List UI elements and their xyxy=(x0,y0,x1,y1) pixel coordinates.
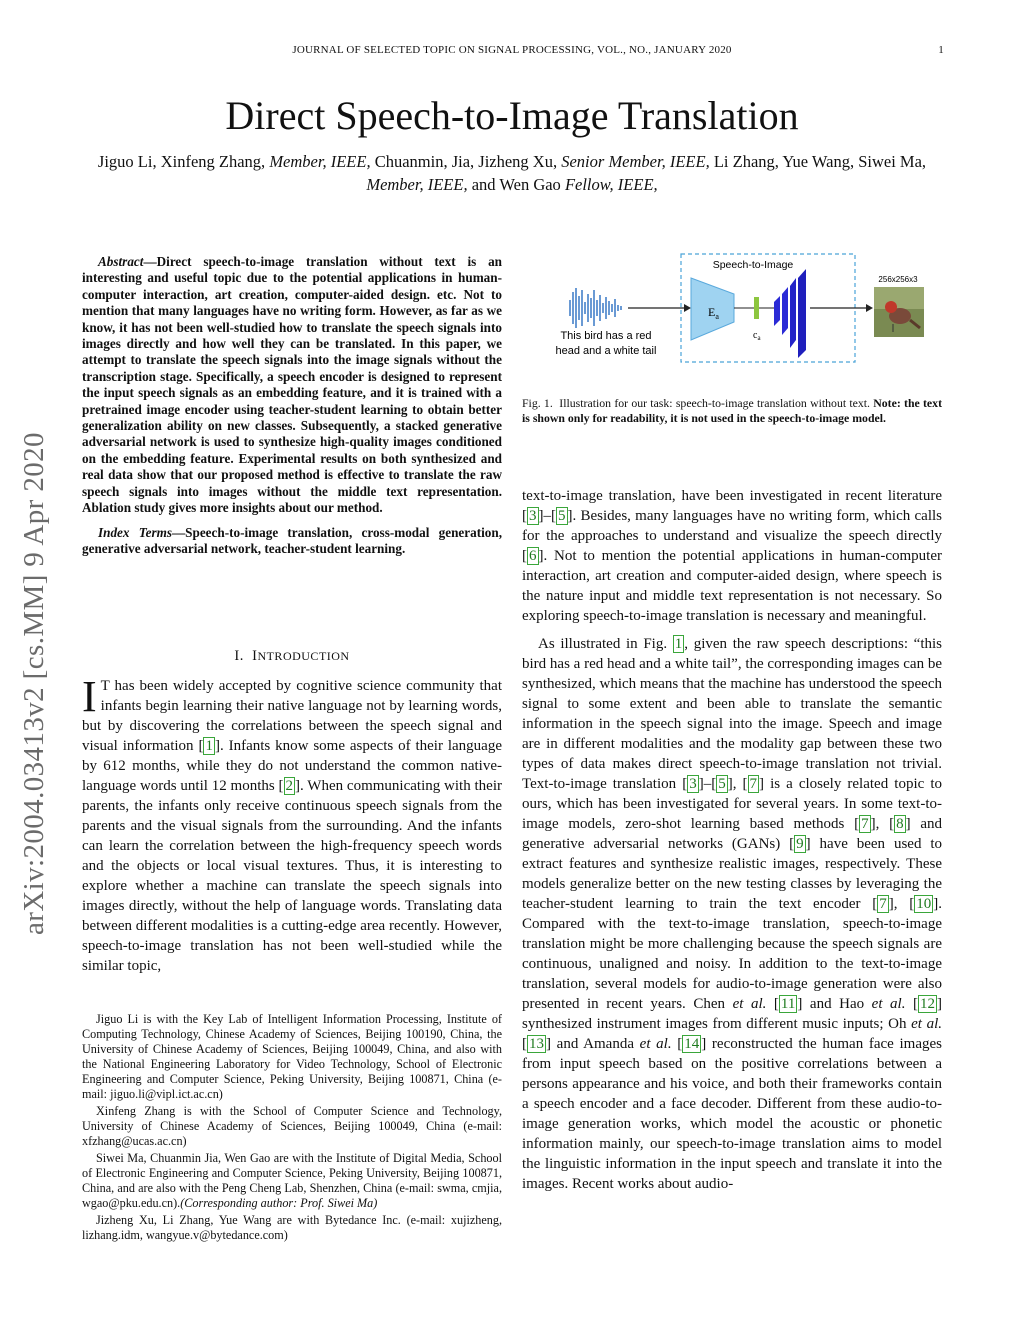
citation-link[interactable]: 5 xyxy=(558,508,566,524)
speech-caption-line-1: This bird has a red xyxy=(560,330,652,342)
body-text: and Hao xyxy=(802,996,872,1012)
affiliation-footnotes xyxy=(82,1012,502,1245)
citation-link[interactable]: 11 xyxy=(780,996,796,1012)
footnote-2: Xinfeng Zhang is with the School of Computer Science and Technology, University of Chinese Academy of Sciences, Beijing 100049, China (e-mail: xfzhang@ucas.ac.cn) xyxy=(82,1104,502,1148)
body-text: , xyxy=(875,816,890,832)
citation-link[interactable]: 9 xyxy=(796,836,804,852)
section-title-rest: NTRODUCTION xyxy=(257,649,350,663)
intro-paragraph: I T has been widely accepted by cognitive science community that infants begin learning their native language not by learning words, but by discovering the correlations between the speech signal and visual information [ 1 ]. Infants know some aspects of their language by 612 months, while they do not understand the common native-language words until 12 months [ 2 ]. When communicating with their parents, the infants only receive continuous speech signals from the parents and the visual signals from the surrounding. And the infants can learn the correlation between the high-frequency speech words and the objects or local visual textures. Thus, it is interesting to explore whether a machine can translate the speech signals into images directly, without the help of language words. Translating data between different modalities is a cutting-edge area recently. However, speech-to-image translation has not been well-studied while the similar topic, xyxy=(82,672,502,974)
generator-stack xyxy=(774,269,806,358)
section-number: I. xyxy=(234,648,244,664)
intro-text-1: T has been widely accepted by cognitive science community that infants begin learning their native language not by learning words, but by discovering the correlations between the speech signal and visual information xyxy=(82,678,502,754)
footnote-3-text: Siwei Ma, Chuanmin Jia, Wen Gao are with the Institute of Digital Media, School of Electronic Engineering and Computer Science, Peking University, Beijing 100871, China, and are also with the Peng Cheng Lab, Shenzhen, China (e-mail: swma, cmjia, wgao@pku.edu.cn). xyxy=(82,1151,502,1210)
body-text xyxy=(672,1036,678,1052)
citation-link[interactable]: 10 xyxy=(916,896,932,912)
section-title-initial: I xyxy=(252,648,258,664)
authors-role-2: Senior Member, IEEE, xyxy=(561,152,710,171)
body-text xyxy=(905,996,913,1012)
body-text: – xyxy=(543,508,551,524)
citation-link[interactable]: 2 xyxy=(285,778,294,794)
body-text: As illustrated in Fig. xyxy=(538,636,673,652)
image-size-label: 256x256x3 xyxy=(878,275,918,284)
page-number: 1 xyxy=(938,44,944,56)
figure-link[interactable]: 1 xyxy=(674,636,683,652)
body-text: – xyxy=(703,776,712,792)
embedding-label: $c_a$ xyxy=(753,330,761,342)
arrow-right-icon xyxy=(684,304,691,312)
arrow-right-icon xyxy=(866,304,873,312)
drop-cap: I xyxy=(82,672,97,721)
citation-link[interactable]: 8 xyxy=(896,816,904,832)
running-title: JOURNAL OF SELECTED TOPIC ON SIGNAL PROCESSING, VOL., NO., JANUARY 2020 xyxy=(292,44,732,56)
authors-part-4: and Wen Gao xyxy=(467,175,565,194)
body-text: , xyxy=(893,896,910,912)
authors-part-1: Jiguo Li, Xinfeng Zhang, xyxy=(97,152,270,171)
paragraph-continued: text-to-image translation, have been investigated in recent literature [ 3 ]–[ 5 ]. Besides, many languages have no writing form, which calls for the approaches to understand and visualize the speech directly [ 6 ]. Not to mention the potential applications in human-computer interaction, art creation and computer-aided design, where speech is the nature input and middle text representation is not necessary. So exploring speech-to-image translation is necessary and meaningful. xyxy=(522,488,942,624)
citation-link[interactable]: 7 xyxy=(749,776,758,792)
et-al: et al. xyxy=(732,996,767,1012)
intro-text-3: . When communicating with their parents, the infants only receive continuous speech signals from the parents and the visual signals from the surrounding. And the infants can learn the correlation between the high-frequency speech words and the objects or local visual textures. Thus, it is interesting to explore whether a machine can translate the speech signals into images directly, without the help of language words. Translating data between different modalities is a cutting-edge area recently. However, speech-to-image translation has not been well-studied while the similar topic, xyxy=(82,778,502,974)
citation-link[interactable]: 5 xyxy=(718,776,726,792)
body-text: . Compared with the text-to-image translation, speech-to-image translation might be more challenging because the speech signals are continuous, unaligned and noisy. In addition to the text-to-image translation, several models for audio-to-image generation were also presented in recent years. Chen xyxy=(522,896,943,1012)
embedding-feature xyxy=(754,297,759,319)
authors-part-3: Li Zhang, Yue Wang, Siwei Ma, xyxy=(709,152,927,171)
body-text: and generative adversarial networks (GANs) xyxy=(522,816,943,852)
citation-link[interactable]: 7 xyxy=(879,896,887,912)
section-heading xyxy=(82,648,502,665)
citation-link[interactable]: 14 xyxy=(684,1036,700,1052)
citation-link[interactable]: 6 xyxy=(529,548,537,564)
right-column-body xyxy=(522,486,942,1194)
encoder-label: $E_a$ xyxy=(708,305,719,321)
index-terms-label: Index Terms xyxy=(98,524,172,540)
et-al: et al. xyxy=(871,996,906,1012)
abstract-label: Abstract xyxy=(98,254,144,269)
body-text: . Besides, many languages have no writing form, which calls for the approaches to understand and visualize the speech directly xyxy=(522,508,942,544)
footnote-1: Jiguo Li is with the Key Lab of Intelligent Information Processing, Institute of Computing Technology, Chinese Academy of Sciences, Beijing 100190, China, the University of Chinese Academy of Sciences, Beijing 100049, China, and also with the National Engineering Laboratory for Video Technology, School of Electronic Engineering and Computer Science, Peking University, Beijing 100871, China (e-mail: jiguo.li@vipl.ict.ac.cn) xyxy=(82,1012,502,1101)
et-al: et al. xyxy=(639,1036,672,1052)
paper-title: Direct Speech-to-Image Translation xyxy=(225,93,799,138)
body-text: , xyxy=(732,776,743,792)
footnote-4: Jizheng Xu, Li Zhang, Yue Wang are with Bytedance Inc. (e-mail: xujizheng, lizhang.idm, wangyue.v@bytedance.com) xyxy=(82,1213,502,1242)
citation-link[interactable]: 7 xyxy=(861,816,869,832)
body-text: text-to-image translation, have been investigated in recent literature xyxy=(522,488,942,504)
arxiv-stamp: arXiv:2004.03413v2 [cs.MM] 9 Apr 2020 xyxy=(18,432,50,935)
authors-role-3: Member, IEEE, xyxy=(366,175,468,194)
box-label: Speech-to-Image xyxy=(712,259,794,271)
citation-link[interactable]: 1 xyxy=(205,738,213,754)
figure-1 xyxy=(548,250,928,366)
body-text: have been used to extract features and synthesize realistic images, respectively. These models generalize better on the new testing classes by leveraging the teacher-student learning to train the text encoder xyxy=(522,836,942,912)
authors-role-1: Member, IEEE, xyxy=(269,152,371,171)
corresponding-author: (Corresponding author: Prof. Siwei Ma) xyxy=(180,1196,378,1210)
index-terms-text: —Speech-to-image translation, cross-modal generation, generative adversarial network, teacher-student learning. xyxy=(82,524,502,556)
et-al: et al. xyxy=(911,1016,943,1032)
footnote-3 xyxy=(82,1151,502,1211)
authors-role-4: Fellow, IEEE, xyxy=(564,175,658,194)
caption-text: Illustration for our task: speech-to-image translation without text. xyxy=(559,396,871,410)
caption-label: Fig. 1. xyxy=(522,396,553,410)
abstract xyxy=(82,254,502,557)
paragraph-fig-illustration: As illustrated in Fig. 1 , given the raw speech descriptions: “this bird has a red head and a white tail”, the corresponding images can be synthesized, which means that the machine has understood the speech signal to some extent and been able to translate the semantic information in the speech signal into the image. Speech and image are in different modalities and the modality gap between these two types of data makes direct speech-to-image translation not trivial. Text-to-image translation [ 3 ]–[ 5 ], [ 7 ] is a closely related topic to ours, which has been investigated for several years. In some text-to-image models, zero-shot learning based methods [ 7 ], [ 8 ] and generative adversarial networks (GANs) [ 9 ] have been used to extract features and synthesize realistic images, respectively. These models generalize better on the new testing classes by leveraging the teacher-student learning to train the text encoder [ 7 ], [ 10 ]. Compared with the text-to-image translation, speech-to-image translation might be more challenging because the speech signals are continuous, unaligned and noisy. In addition to the text-to-image translation, several models for audio-to-image generation were also presented in recent years. Chen et al. [ 11 ] and Hao et al. [ 12 ] synthesized instrument images from different music inputs; Oh et al. [ 13 ] and Amanda et al. [ 14 ] reconstructed the human face images from input speech based on the positive correlations between a persons appearance and his voice, and both their frameworks contain a speech encoder and a face decoder. Different from these audio-to-image generation works, which model the acoustic or phonetic information mainly, our speech-to-image translation aims to model the linguistic information in the input speech and translate it into the images. Recent works about audio- xyxy=(522,636,943,1192)
generated-bird-image xyxy=(874,287,924,337)
body-text: is a closely related topic to ours, which has been investigated for several years. In some text-to-image models, zero-shot learning based methods xyxy=(522,776,942,832)
citation-link[interactable]: 13 xyxy=(529,1036,544,1052)
abstract-text: —Direct speech-to-image translation without text is an interesting and useful topic due to the potential applications in human-computer interaction, art creation, computer-aided design. etc. Not to mention that many languages have no writing form. However, as far as we know, it has not been well-studied how to translate the speech signals into images directly and how well they can be translated. In this paper, we attempt to translate the speech signals into the image signals without the transcription stage. Specifically, a speech encoder is designed to represent the input speech signals as an embedding feature, and it is trained with a pretrained image encoder using teacher-student learning to obtain better generalization ability on new classes. Subsequently, a stacked generative adversarial network is used to synthesize high-quality images conditioned on the embedding feature. Experimental results on both synthesized and real data show that our proposed method is effective to translate the raw speech signals into images without the middle text representation. Ablation study gives more insights about our method. xyxy=(82,254,502,516)
citation-link[interactable]: 12 xyxy=(920,996,936,1012)
body-text: reconstructed the human face images from input speech based on the positive correlations between a persons appearance and his voice, and both their frameworks contain a speech encoder and a face decoder. Different from these audio-to-image generation works, which model the acoustic or phonetic information mainly, our speech-to-image translation aims to model the linguistic information in the input speech and translate it into the images. Recent works about audio- xyxy=(522,1036,942,1192)
intro-text-2: . Infants know some aspects of their language by 612 months, while they do not understand the common native-language words until 12 months xyxy=(82,738,502,794)
citation-link[interactable]: 3 xyxy=(689,776,697,792)
body-text xyxy=(766,996,774,1012)
authors-part-2: Chuanmin, Jia, Jizheng Xu, xyxy=(370,152,562,171)
body-text: . Not to mention the potential applications in human-computer interaction, art creation and computer-aided design, where speech is the nature input and middle text representation is not necessary. So exploring speech-to-image translation is necessary and meaningful. xyxy=(522,548,942,624)
author-list xyxy=(90,150,934,196)
figure-1-caption xyxy=(522,396,942,425)
speech-waveform-icon xyxy=(570,288,621,328)
caption-note: Note: the text is shown only for readability, it is not used in the speech-to-image model. xyxy=(522,396,942,425)
citation-link[interactable]: 3 xyxy=(529,508,537,524)
body-text: , given the raw speech descriptions: “this bird has a red head and a white tail”, the corresponding images can be synthesized, which means that the machine has understood the speech signal to some extent and been able to translate the semantic information in the speech signal into the image. Speech and image are in different modalities and the modality gap between these two types of data makes direct speech-to-image translation not trivial. Text-to-image translation xyxy=(522,636,942,792)
body-text: synthesized instrument images from different music inputs; Oh xyxy=(522,1016,912,1032)
figure-1-diagram xyxy=(548,250,928,366)
speech-caption-line-2: head and a white tail xyxy=(555,345,657,357)
body-text: and Amanda xyxy=(551,1036,640,1052)
